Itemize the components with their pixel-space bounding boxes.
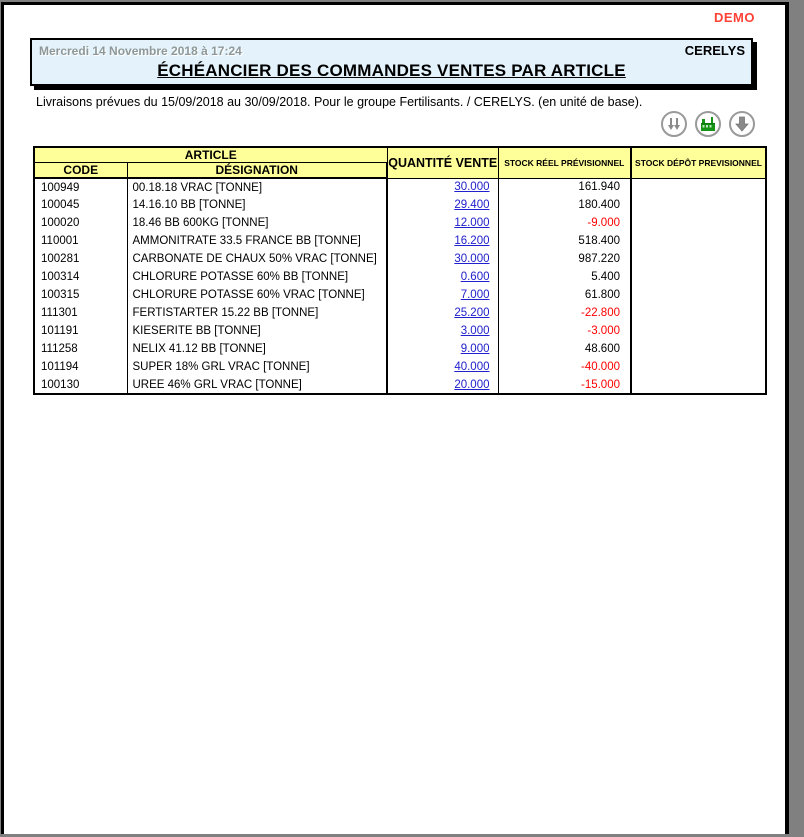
cell-quantite-vente bbox=[387, 376, 498, 394]
cell-code: 110001 bbox=[34, 232, 127, 250]
factory-icon[interactable] bbox=[695, 111, 721, 137]
report-page bbox=[1, 2, 789, 834]
cell-designation: 18.46 BB 600KG [TONNE] bbox=[127, 214, 387, 232]
table-row bbox=[34, 232, 766, 250]
cell-designation: UREE 46% GRL VRAC [TONNE] bbox=[127, 376, 387, 394]
cell-designation: CHLORURE POTASSE 60% VRAC [TONNE] bbox=[127, 286, 387, 304]
cell-stock-reel bbox=[498, 178, 631, 196]
table-row bbox=[34, 214, 766, 232]
quantite-vente-link[interactable]: 7.000 bbox=[460, 289, 490, 301]
cell-quantite-vente bbox=[387, 214, 498, 232]
cell-code: 111258 bbox=[34, 340, 127, 358]
cell-stock-depot bbox=[631, 268, 766, 286]
cell-stock-reel bbox=[498, 358, 631, 376]
quantite-vente-link[interactable]: 30.000 bbox=[454, 253, 490, 265]
table-row bbox=[34, 286, 766, 304]
column-header-quantite-vente: QUANTITÉ VENTE bbox=[387, 147, 498, 178]
quantite-vente-link[interactable]: 29.400 bbox=[454, 199, 490, 211]
column-header-designation: DÉSIGNATION bbox=[127, 163, 387, 179]
cell-stock-reel bbox=[498, 250, 631, 268]
cell-quantite-vente bbox=[387, 178, 498, 196]
quantite-vente-link[interactable]: 12.000 bbox=[454, 217, 490, 229]
stock-reel-value: 5.400 bbox=[591, 271, 620, 283]
factory-glyph bbox=[699, 115, 717, 133]
stock-reel-value: -9.000 bbox=[587, 217, 620, 229]
orders-schedule-table bbox=[33, 146, 767, 395]
cell-stock-reel bbox=[498, 286, 631, 304]
cell-designation: 00.18.18 VRAC [TONNE] bbox=[127, 178, 387, 196]
quantite-vente-link[interactable]: 16.200 bbox=[454, 235, 490, 247]
cell-stock-depot bbox=[631, 196, 766, 214]
cell-quantite-vente bbox=[387, 304, 498, 322]
quantite-vente-link[interactable]: 30.000 bbox=[454, 181, 490, 194]
cell-stock-depot bbox=[631, 250, 766, 268]
table-header bbox=[34, 147, 766, 178]
quantite-vente-link[interactable]: 0.600 bbox=[460, 271, 490, 283]
demo-watermark: DEMO bbox=[714, 10, 755, 25]
column-header-code: CODE bbox=[34, 163, 127, 179]
cell-stock-reel bbox=[498, 322, 631, 340]
table-row bbox=[34, 358, 766, 376]
cell-code: 100315 bbox=[34, 286, 127, 304]
table-row bbox=[34, 268, 766, 286]
column-header-article: ARTICLE bbox=[34, 147, 387, 163]
cell-stock-depot bbox=[631, 340, 766, 358]
cell-quantite-vente bbox=[387, 286, 498, 304]
cell-stock-reel bbox=[498, 340, 631, 358]
cell-designation: CHLORURE POTASSE 60% BB [TONNE] bbox=[127, 268, 387, 286]
company-name: CERELYS bbox=[684, 43, 745, 58]
report-header-banner bbox=[30, 38, 753, 86]
cell-stock-depot bbox=[631, 286, 766, 304]
table-row bbox=[34, 250, 766, 268]
cell-quantite-vente bbox=[387, 250, 498, 268]
cell-quantite-vente bbox=[387, 358, 498, 376]
table-row bbox=[34, 376, 766, 394]
cell-code: 100281 bbox=[34, 250, 127, 268]
cell-designation: AMMONITRATE 33.5 FRANCE BB [TONNE] bbox=[127, 232, 387, 250]
cell-stock-depot bbox=[631, 376, 766, 394]
cell-designation: KIESERITE BB [TONNE] bbox=[127, 322, 387, 340]
cell-designation: 14.16.10 BB [TONNE] bbox=[127, 196, 387, 214]
cell-code: 101191 bbox=[34, 322, 127, 340]
cell-stock-depot bbox=[631, 232, 766, 250]
stock-reel-value: -3.000 bbox=[587, 325, 620, 337]
quantite-vente-link[interactable]: 3.000 bbox=[460, 325, 490, 337]
report-title: ÉCHÉANCIER DES COMMANDES VENTES PAR ARTICLE bbox=[157, 61, 626, 80]
down-arrow-icon[interactable] bbox=[729, 111, 755, 137]
cell-stock-reel bbox=[498, 214, 631, 232]
quantite-vente-link[interactable]: 25.200 bbox=[454, 307, 490, 319]
report-subtitle: Livraisons prévues du 15/09/2018 au 30/09/2018. Pour le groupe Fertilisants. / CERELYS. (en unité de base). bbox=[36, 95, 643, 109]
cell-code: 101194 bbox=[34, 358, 127, 376]
quantite-vente-link[interactable]: 40.000 bbox=[454, 361, 490, 373]
cell-quantite-vente bbox=[387, 268, 498, 286]
cell-designation: FERTISTARTER 15.22 BB [TONNE] bbox=[127, 304, 387, 322]
table-row bbox=[34, 178, 766, 196]
cell-code: 111301 bbox=[34, 304, 127, 322]
cell-code: 100314 bbox=[34, 268, 127, 286]
cell-stock-reel bbox=[498, 304, 631, 322]
cell-stock-depot bbox=[631, 178, 766, 196]
table-row bbox=[34, 196, 766, 214]
cell-stock-reel bbox=[498, 232, 631, 250]
stock-reel-value: -15.000 bbox=[580, 378, 620, 391]
quantite-vente-link[interactable]: 20.000 bbox=[454, 378, 490, 391]
report-datetime: Mercredi 14 Novembre 2018 à 17:24 bbox=[39, 44, 242, 58]
column-header-stock-reel: STOCK RÉEL PRÉVISIONNEL bbox=[498, 147, 631, 178]
cell-stock-depot bbox=[631, 214, 766, 232]
cell-designation: SUPER 18% GRL VRAC [TONNE] bbox=[127, 358, 387, 376]
stock-reel-value: -40.000 bbox=[580, 361, 620, 373]
stock-reel-value: 180.400 bbox=[578, 199, 620, 211]
cell-stock-reel bbox=[498, 196, 631, 214]
cell-quantite-vente bbox=[387, 196, 498, 214]
cell-code: 100130 bbox=[34, 376, 127, 394]
cell-code: 100045 bbox=[34, 196, 127, 214]
double-down-arrow-icon[interactable] bbox=[661, 111, 687, 137]
cell-stock-depot bbox=[631, 322, 766, 340]
stock-reel-value: 518.400 bbox=[578, 235, 620, 247]
cell-quantite-vente bbox=[387, 232, 498, 250]
cell-stock-reel bbox=[498, 268, 631, 286]
cell-stock-depot bbox=[631, 304, 766, 322]
stock-reel-value: 161.940 bbox=[578, 181, 620, 194]
stock-reel-value: 987.220 bbox=[578, 253, 620, 265]
table-body bbox=[34, 178, 766, 394]
cell-designation: CARBONATE DE CHAUX 50% VRAC [TONNE] bbox=[127, 250, 387, 268]
stock-reel-value: -22.800 bbox=[580, 307, 620, 319]
stock-reel-value: 61.800 bbox=[584, 289, 620, 301]
cell-stock-reel bbox=[498, 376, 631, 394]
cell-quantite-vente bbox=[387, 322, 498, 340]
double-down-arrow-glyph bbox=[665, 115, 683, 133]
cell-designation: NELIX 41.12 BB [TONNE] bbox=[127, 340, 387, 358]
table-row bbox=[34, 340, 766, 358]
quantite-vente-link[interactable]: 9.000 bbox=[460, 343, 490, 355]
cell-code: 100020 bbox=[34, 214, 127, 232]
stock-reel-value: 48.600 bbox=[584, 343, 620, 355]
column-header-stock-depot: STOCK DÉPÔT PREVISIONNEL bbox=[631, 147, 766, 178]
cell-code: 100949 bbox=[34, 178, 127, 196]
table-row bbox=[34, 304, 766, 322]
cell-stock-depot bbox=[631, 358, 766, 376]
table-row bbox=[34, 322, 766, 340]
cell-quantite-vente bbox=[387, 340, 498, 358]
toolbar bbox=[661, 111, 755, 137]
down-arrow-glyph bbox=[733, 115, 751, 133]
